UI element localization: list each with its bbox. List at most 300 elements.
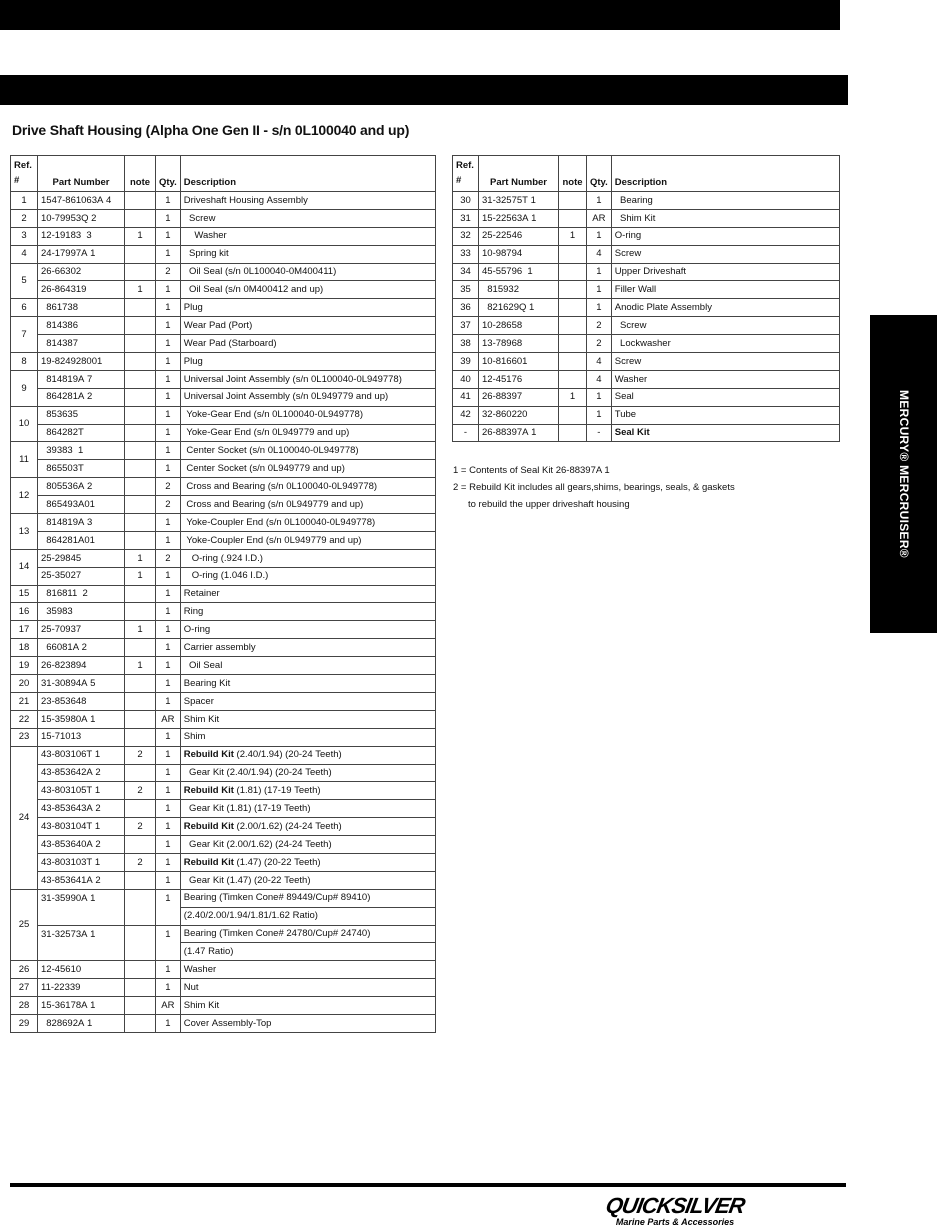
table-row — [11, 531, 436, 549]
part-number-cell: 31-32575T 1 — [479, 192, 559, 210]
part-number-cell: 31-35990A 1 — [38, 889, 125, 925]
ref-cell: 40 — [453, 370, 479, 388]
table-header-row — [453, 156, 840, 192]
description-cell — [180, 496, 435, 514]
ref-cell: 2 — [11, 209, 38, 227]
table-row — [11, 388, 436, 406]
description-cell — [180, 675, 435, 693]
table-row — [11, 281, 436, 299]
note-cell — [125, 961, 156, 979]
part-number-cell: 25-22546 — [479, 227, 559, 245]
part-number-cell: 26-823894 — [38, 657, 125, 675]
note-cell: 1 — [125, 549, 156, 567]
description-cell — [180, 889, 435, 907]
note-cell — [125, 514, 156, 532]
ref-cell: 20 — [11, 675, 38, 693]
qty-cell: 1 — [156, 567, 181, 585]
note-cell — [125, 299, 156, 317]
note-cell — [559, 263, 587, 281]
ref-cell: 8 — [11, 353, 38, 371]
description-bold: Rebuild Kit — [183, 785, 234, 797]
ref-cell: 26 — [11, 961, 38, 979]
qty-cell: 1 — [156, 961, 181, 979]
qty-cell: 2 — [156, 549, 181, 567]
ref-cell: 41 — [453, 388, 479, 406]
description-bold: Seal Kit — [614, 427, 650, 439]
part-number-cell: 31-32573A 1 — [38, 925, 125, 961]
description-text: Carrier assembly — [183, 641, 256, 653]
description-text: Screw — [614, 355, 642, 367]
qty-cell: 1 — [156, 245, 181, 263]
description-header: Description — [611, 156, 839, 192]
part-number-cell: 13-78968 — [479, 335, 559, 353]
ref-cell: 9 — [11, 370, 38, 406]
description-text: Washer — [183, 963, 217, 975]
ref-cell: 10 — [11, 406, 38, 442]
description-cell — [180, 567, 435, 585]
note-cell — [125, 925, 156, 961]
description-text: (1.47) (20-22 Teeth) — [233, 856, 321, 868]
ref-cell: 36 — [453, 299, 479, 317]
table-row — [11, 227, 436, 245]
qty-cell: 1 — [156, 317, 181, 335]
description-text: Washer — [183, 230, 227, 242]
description-cell — [180, 925, 435, 943]
description-cell — [611, 388, 839, 406]
description-cell — [180, 192, 435, 210]
note-cell — [125, 353, 156, 371]
description-text: Gear Kit (2.00/1.62) (24-24 Teeth) — [183, 838, 332, 850]
description-text: O-ring (1.046 I.D.) — [183, 570, 269, 582]
ref-cell: 7 — [11, 317, 38, 353]
table-row — [11, 549, 436, 567]
table-row — [11, 335, 436, 353]
description-cell — [611, 263, 839, 281]
table-row — [453, 317, 840, 335]
description-cell — [611, 406, 839, 424]
qty-cell: 1 — [156, 585, 181, 603]
qty-cell: 1 — [156, 800, 181, 818]
table-row — [11, 263, 436, 281]
note-header: note — [559, 156, 587, 192]
description-text: Screw — [614, 319, 647, 331]
part-number-cell: 828692A 1 — [38, 1014, 125, 1032]
table-row — [11, 764, 436, 782]
description-text: Center Socket (s/n 0L100040-0L949778) — [183, 445, 359, 457]
qty-cell: 4 — [587, 370, 612, 388]
ref-cell: 18 — [11, 639, 38, 657]
qty-cell: 1 — [156, 925, 181, 961]
qty-cell: 1 — [156, 227, 181, 245]
description-text: Washer — [614, 373, 648, 385]
description-cell — [180, 746, 435, 764]
table-row — [11, 585, 436, 603]
description-text: Spring kit — [183, 248, 229, 260]
table-row — [11, 245, 436, 263]
qty-cell: 1 — [156, 746, 181, 764]
note-cell — [125, 245, 156, 263]
description-cell — [180, 299, 435, 317]
qty-cell: 1 — [156, 299, 181, 317]
part-number-cell: 12-19183 3 — [38, 227, 125, 245]
part-number-cell: 814387 — [38, 335, 125, 353]
table-row — [11, 979, 436, 997]
table-row — [11, 406, 436, 424]
part-number-cell: 66081A 2 — [38, 639, 125, 657]
table-header-row — [11, 156, 436, 192]
description-text: Wear Pad (Port) — [183, 319, 253, 331]
description-cell — [180, 1014, 435, 1032]
qty-cell: 1 — [156, 209, 181, 227]
qty-cell: 1 — [587, 388, 612, 406]
description-cell — [611, 299, 839, 317]
description-header: Description — [180, 156, 435, 192]
table-row — [11, 782, 436, 800]
description-cell — [180, 639, 435, 657]
qty-cell: 1 — [156, 442, 181, 460]
ref-cell: 19 — [11, 657, 38, 675]
description-text: Retainer — [183, 588, 220, 600]
ref-cell: 12 — [11, 478, 38, 514]
description-text: Shim Kit — [614, 212, 656, 224]
table-row — [11, 639, 436, 657]
table-row — [11, 800, 436, 818]
ref-header: Ref. # — [11, 156, 38, 192]
description-cell — [180, 514, 435, 532]
footnote-line: 1 = Contents of Seal Kit 26-88397A 1 — [453, 465, 610, 476]
table-row — [11, 818, 436, 836]
ref-cell: 38 — [453, 335, 479, 353]
qty-cell: 2 — [587, 317, 612, 335]
qty-cell: 2 — [156, 263, 181, 281]
note-cell — [559, 245, 587, 263]
part-number-cell: 23-853648 — [38, 692, 125, 710]
part-number-cell: 43-853642A 2 — [38, 764, 125, 782]
qty-cell: AR — [587, 209, 612, 227]
part-number-cell: 32-860220 — [479, 406, 559, 424]
table-row — [11, 621, 436, 639]
part-number-cell: 25-70937 — [38, 621, 125, 639]
quicksilver-logo — [590, 1193, 760, 1228]
qty-cell: - — [587, 424, 612, 442]
part-number-cell: 814386 — [38, 317, 125, 335]
description-cell — [611, 192, 839, 210]
description-text: Bearing Kit — [183, 677, 231, 689]
part-number-cell: 814819A 3 — [38, 514, 125, 532]
part-number-cell: 865493A01 — [38, 496, 125, 514]
part-number-cell: 31-30894A 5 — [38, 675, 125, 693]
description-cell — [180, 245, 435, 263]
table-row — [11, 961, 436, 979]
qty-cell: 1 — [156, 424, 181, 442]
table-row — [11, 603, 436, 621]
qty-cell: 1 — [156, 728, 181, 746]
description-text: Bearing (Timken Cone# 24780/Cup# 24740) — [183, 928, 371, 940]
description-text: Cover Assembly-Top — [183, 1017, 272, 1029]
description-cell — [611, 424, 839, 442]
note-cell — [125, 603, 156, 621]
qty-cell: 1 — [587, 263, 612, 281]
note-cell — [125, 997, 156, 1015]
note-cell — [125, 388, 156, 406]
table-row — [11, 692, 436, 710]
note-cell — [125, 871, 156, 889]
table-row — [11, 1014, 436, 1032]
ref-cell: 23 — [11, 728, 38, 746]
part-number-cell: 35983 — [38, 603, 125, 621]
description-cell — [180, 424, 435, 442]
ref-cell: 4 — [11, 245, 38, 263]
part-number-cell: 15-22563A 1 — [479, 209, 559, 227]
part-number-cell: 15-71013 — [38, 728, 125, 746]
table-row — [11, 514, 436, 532]
note-cell — [125, 370, 156, 388]
side-tab — [870, 315, 937, 633]
note-cell: 2 — [125, 853, 156, 871]
table-row — [453, 406, 840, 424]
description-cell — [180, 460, 435, 478]
table-row — [11, 192, 436, 210]
part-number-cell: 816811 2 — [38, 585, 125, 603]
description-text: O-ring — [614, 230, 642, 242]
note-cell: 1 — [559, 227, 587, 245]
note-cell — [125, 406, 156, 424]
table-row — [11, 299, 436, 317]
table-row — [453, 370, 840, 388]
ref-cell: 30 — [453, 192, 479, 210]
part-number-cell: 43-853640A 2 — [38, 836, 125, 854]
ref-header: Ref. # — [453, 156, 479, 192]
part-number-cell: 864281A 2 — [38, 388, 125, 406]
description-text: O-ring — [183, 624, 211, 636]
note-cell — [125, 442, 156, 460]
part-number-cell: 26-864319 — [38, 281, 125, 299]
description-text: Screw — [183, 212, 216, 224]
description-cell — [180, 979, 435, 997]
qty-cell: 1 — [156, 764, 181, 782]
qty-cell: AR — [156, 997, 181, 1015]
note-cell — [125, 764, 156, 782]
qty-cell: 1 — [156, 675, 181, 693]
ref-cell: 25 — [11, 889, 38, 961]
qty-cell: 4 — [587, 353, 612, 371]
note-cell: 2 — [125, 782, 156, 800]
qty-cell: AR — [156, 710, 181, 728]
ref-cell: 24 — [11, 746, 38, 889]
parts-table-left — [10, 155, 436, 1033]
description-text: Oil Seal (s/n 0L100040-0M400411) — [183, 266, 337, 278]
part-number-cell: 43-803104T 1 — [38, 818, 125, 836]
part-number-cell: 1547-861063A 4 — [38, 192, 125, 210]
table-row — [11, 746, 436, 764]
part-number-cell: 25-29845 — [38, 549, 125, 567]
note-cell: 1 — [125, 657, 156, 675]
description-cell — [180, 782, 435, 800]
description-cell — [180, 943, 435, 961]
note-cell: 1 — [125, 281, 156, 299]
qty-cell: 1 — [156, 657, 181, 675]
part-number-cell: 865503T — [38, 460, 125, 478]
table-row — [453, 299, 840, 317]
note-cell — [125, 728, 156, 746]
page-title: Drive Shaft Housing (Alpha One Gen II - s/n 0L100040 and up) — [12, 122, 410, 138]
note-cell — [559, 192, 587, 210]
description-text: Gear Kit (1.81) (17-19 Teeth) — [183, 802, 311, 814]
top-header-bar — [0, 0, 840, 30]
part-number-cell: 43-853643A 2 — [38, 800, 125, 818]
note-cell — [125, 692, 156, 710]
ref-cell: - — [453, 424, 479, 442]
footnotes — [453, 462, 735, 513]
description-text: Seal — [614, 391, 634, 403]
note-cell — [125, 639, 156, 657]
ref-cell: 22 — [11, 710, 38, 728]
qty-cell: 1 — [156, 979, 181, 997]
qty-cell: 1 — [156, 889, 181, 925]
table-row — [11, 925, 436, 943]
table-row — [453, 335, 840, 353]
part-number-cell: 853635 — [38, 406, 125, 424]
section-header-bar — [0, 75, 848, 105]
description-text: (2.40/1.94) (20-24 Teeth) — [233, 749, 342, 761]
description-cell — [180, 478, 435, 496]
note-cell — [125, 585, 156, 603]
description-text: Driveshaft Housing Assembly — [183, 194, 308, 206]
description-bold: Rebuild Kit — [183, 820, 234, 832]
description-text: Shim Kit — [183, 999, 220, 1011]
note-cell: 1 — [125, 227, 156, 245]
description-cell — [180, 836, 435, 854]
note-cell — [125, 889, 156, 925]
table-row — [11, 424, 436, 442]
description-cell — [611, 353, 839, 371]
ref-cell: 1 — [11, 192, 38, 210]
table-row — [453, 424, 840, 442]
note-cell — [125, 496, 156, 514]
ref-cell: 37 — [453, 317, 479, 335]
part-number-cell: 24-17997A 1 — [38, 245, 125, 263]
part-number-cell: 10-79953Q 2 — [38, 209, 125, 227]
parts-table-right — [452, 155, 840, 442]
ref-cell: 15 — [11, 585, 38, 603]
description-cell — [611, 245, 839, 263]
note-cell — [559, 209, 587, 227]
qty-cell: 1 — [587, 299, 612, 317]
description-cell — [180, 263, 435, 281]
part-number-cell: 11-22339 — [38, 979, 125, 997]
note-cell — [125, 710, 156, 728]
table-row — [11, 496, 436, 514]
table-row — [453, 263, 840, 281]
table-row — [11, 728, 436, 746]
part-number-cell: 814819A 7 — [38, 370, 125, 388]
ref-cell: 17 — [11, 621, 38, 639]
ref-cell: 6 — [11, 299, 38, 317]
table-row — [11, 657, 436, 675]
note-cell — [559, 335, 587, 353]
note-cell: 1 — [125, 567, 156, 585]
table-row — [453, 209, 840, 227]
part-number-cell: 861738 — [38, 299, 125, 317]
description-cell — [180, 227, 435, 245]
part-number-cell: 45-55796 1 — [479, 263, 559, 281]
ref-cell: 39 — [453, 353, 479, 371]
table-row — [453, 281, 840, 299]
description-cell — [180, 353, 435, 371]
part-number-cell: 26-88397A 1 — [479, 424, 559, 442]
qty-cell: 1 — [156, 692, 181, 710]
qty-cell: 1 — [156, 853, 181, 871]
description-cell — [611, 370, 839, 388]
description-cell — [180, 621, 435, 639]
description-text: Yoke-Gear End (s/n 0L100040-0L949778) — [183, 409, 364, 421]
ref-cell: 27 — [11, 979, 38, 997]
part-number-cell: 26-66302 — [38, 263, 125, 281]
part-number-cell: 25-35027 — [38, 567, 125, 585]
description-cell — [611, 317, 839, 335]
qty-header: Qty. — [587, 156, 612, 192]
description-bold: Rebuild Kit — [183, 856, 234, 868]
table-row — [11, 317, 436, 335]
description-text: Wear Pad (Starboard) — [183, 337, 277, 349]
description-cell — [180, 764, 435, 782]
part-number-cell: 39383 1 — [38, 442, 125, 460]
description-cell — [180, 442, 435, 460]
table-row — [11, 460, 436, 478]
ref-cell: 33 — [453, 245, 479, 263]
description-cell — [180, 692, 435, 710]
note-cell — [125, 979, 156, 997]
note-cell — [559, 353, 587, 371]
note-cell — [125, 531, 156, 549]
description-text: Yoke-Coupler End (s/n 0L949779 and up) — [183, 534, 362, 546]
qty-cell: 1 — [156, 871, 181, 889]
table-row — [11, 997, 436, 1015]
note-cell: 1 — [125, 621, 156, 639]
qty-cell: 1 — [156, 639, 181, 657]
description-cell — [180, 531, 435, 549]
table-row — [453, 245, 840, 263]
ref-cell: 32 — [453, 227, 479, 245]
description-text: Plug — [183, 355, 203, 367]
ref-cell: 14 — [11, 549, 38, 585]
description-text: Gear Kit (1.47) (20-22 Teeth) — [183, 874, 311, 886]
table-row — [11, 478, 436, 496]
qty-cell: 1 — [156, 281, 181, 299]
qty-cell: 2 — [587, 335, 612, 353]
part-number-cell: 26-88397 — [479, 388, 559, 406]
part-number-cell: 19-824928001 — [38, 353, 125, 371]
description-cell — [180, 549, 435, 567]
table-row — [11, 853, 436, 871]
description-text: Filler Wall — [614, 284, 657, 296]
table-row — [11, 567, 436, 585]
table-row — [453, 353, 840, 371]
description-cell — [180, 871, 435, 889]
part-number-cell: 815932 — [479, 281, 559, 299]
description-text: Shim Kit — [183, 713, 220, 725]
note-cell — [125, 424, 156, 442]
description-cell — [180, 907, 435, 925]
description-cell — [180, 710, 435, 728]
description-text: Yoke-Coupler End (s/n 0L100040-0L949778) — [183, 516, 376, 528]
table-row — [453, 227, 840, 245]
part-number-cell: 43-803103T 1 — [38, 853, 125, 871]
description-text: Lockwasher — [614, 337, 671, 349]
qty-cell: 1 — [156, 192, 181, 210]
description-text: Upper Driveshaft — [614, 266, 687, 278]
table-row — [11, 209, 436, 227]
